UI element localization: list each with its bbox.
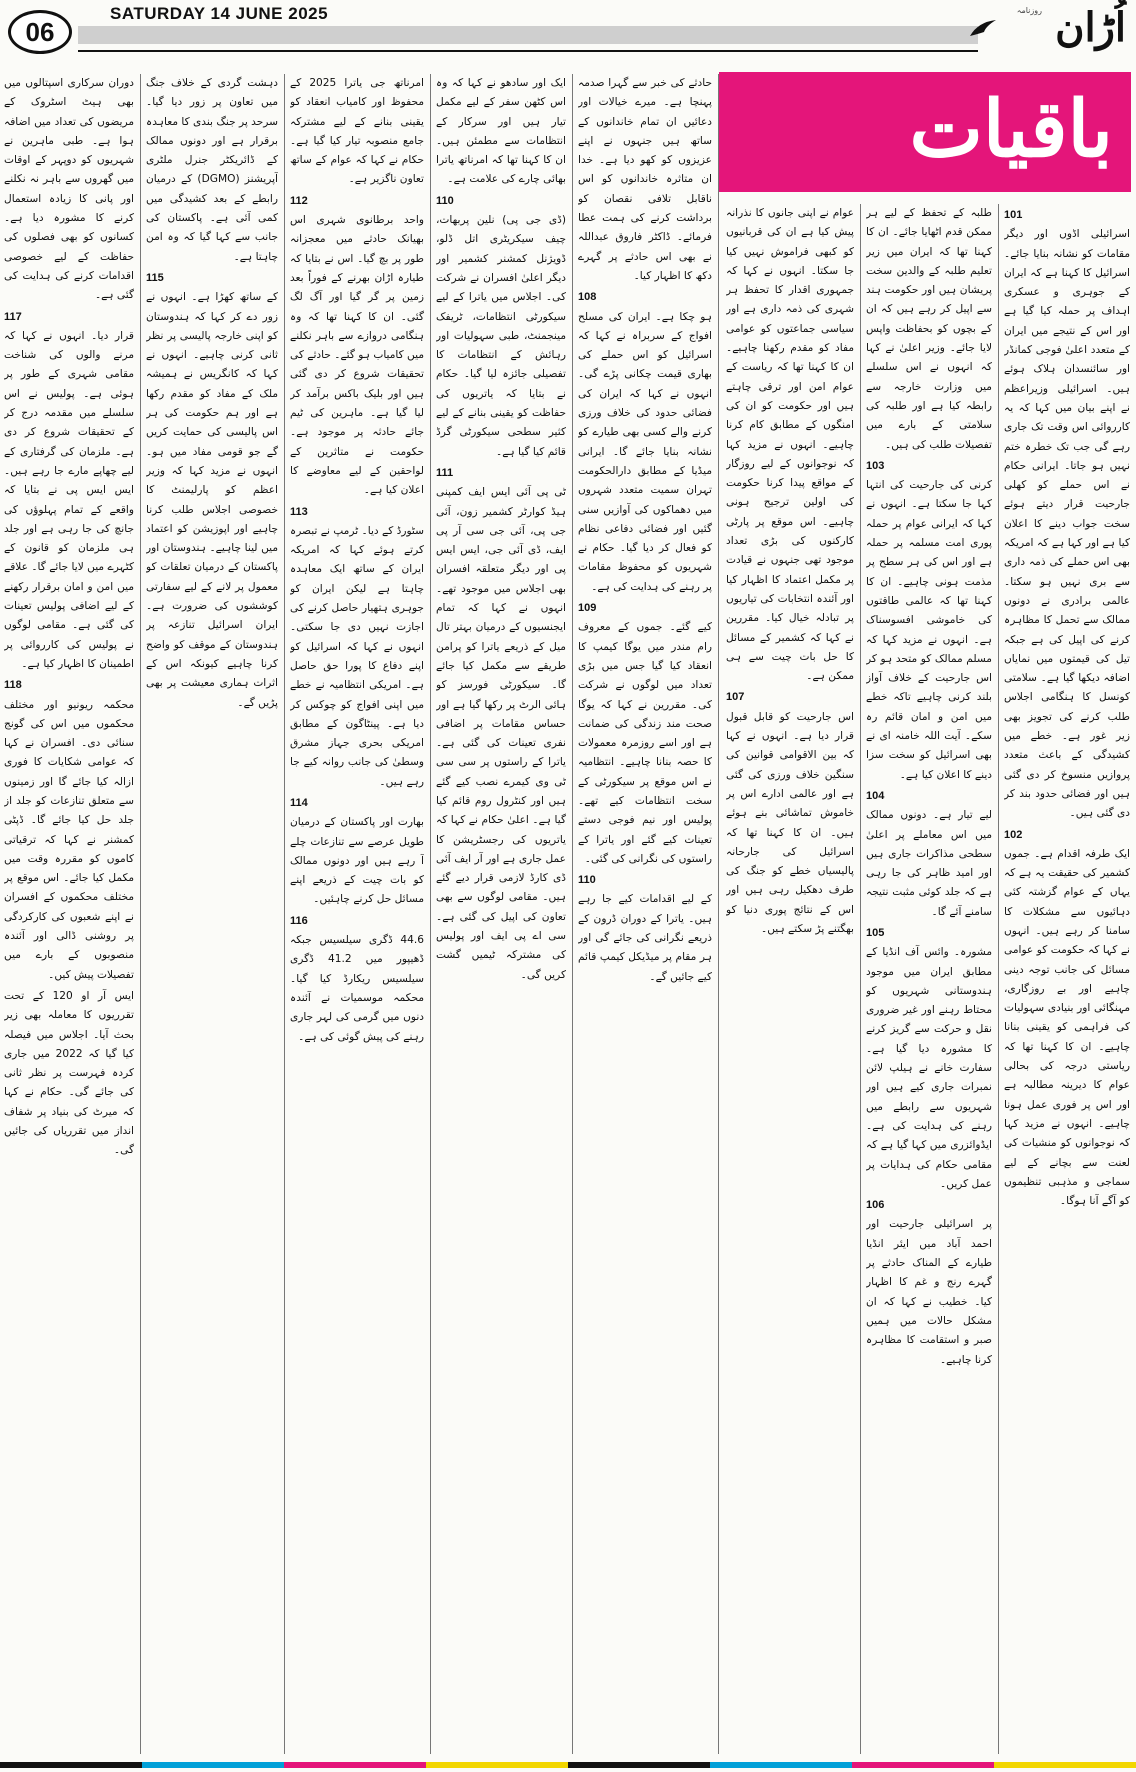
column-8 — [4, 74, 134, 1754]
masthead-subtitle: روزنامہ — [1016, 6, 1042, 15]
news-item — [290, 74, 424, 190]
color-swatch — [710, 1762, 852, 1768]
item-text: لیے تیار ہے۔ دونوں ممالک میں اس معاملے پر اعلیٰ سطحی مذاکرات جاری ہیں اور امید ظاہر کی جا رہی ہے کہ جلد کوئی مثبت نتیجہ سامنے آئے گا۔ — [866, 809, 992, 918]
item-number: 115 — [146, 271, 164, 284]
item-text: کرنی کی جارحیت کی انتہا کہا جا سکتا ہے۔ انہوں نے کہا کہ ایرانی عوام پر حملہ پوری امت مسلمہ پر حملہ ہے اور اس کی ہر سطح پر مذمت ہونی چاہیے۔ ان کا کہنا تھا کہ عالمی طاقتوں کی خاموشی افسوسناک ہے۔ انہوں نے مزید کہا کہ مسلم ممالک کو متحد ہو کر اس جارحیت کے خلاف آواز بلند کرنی چاہیے تاکہ خطے میں امن و امان قائم رہ سکے۔ آیت اللہ خامنہ ای نے بھی اسرائیل کو سخت سزا دینے کا اعلان کیا ہے۔ — [866, 479, 992, 781]
item-text: ہو چکا ہے۔ ایران کی مسلح افواج کے سربراہ نے کہا کہ اسرائیل کو اس حملے کی بھاری قیمت چکانی پڑے گی۔ انہوں نے کہا کہ ایران کی فضائی حدود کی خلاف ورزی کرنے والے کسی بھی طیارے کو نشانہ بنایا جائے گا۔ ایرانی میڈیا کے مطابق دارالحکومت تہران سمیت متعدد شہروں میں دھماکوں کی آوازیں سنی گئیں اور فضائی دفاعی نظام کو فعال کر دیا گیا۔ حکام نے شہریوں کو محفوظ مقامات پر رہنے کی ہدایت کی ہے۔ — [578, 310, 712, 593]
item-text: سٹورڈ کے دیا۔ ٹرمپ نے تبصرہ کرتے ہوئے کہا کہ امریکہ ایران کے ساتھ ایک معاہدہ چاہتا ہے لیکن ایران کو جوہری ہتھیار حاصل کرنے کی اجازت نہیں دی جا سکتی۔ انہوں نے کہا کہ اسرائیل کو اپنے دفاع کا پورا حق حاصل ہے۔ امریکی انتظامیہ نے خطے میں اپنی افواج کو چوکس کر دیا ہے۔ پینٹاگون کے مطابق امریکی بحری جہاز مشرق وسطیٰ کی جانب روانہ کیے جا رہے ہیں۔ — [290, 524, 424, 788]
item-number: 107 — [726, 691, 745, 704]
news-item — [866, 1196, 992, 1370]
item-number: 109 — [578, 602, 597, 615]
item-text: اسرائیلی اڈوں اور دیگر مقامات کو نشانہ بنایا جائے۔ اسرائیل کا کہنا ہے کہ ایران کے جوہری و عسکری اہداف پر حملہ کیا گیا ہے اور اس کے نتیجے میں ایران کے متعدد اعلیٰ فوجی کمانڈر اور سائنسدان ہلاک ہوئے ہیں۔ اسرائیلی وزیراعظم نے اپنے بیان میں کہا کہ یہ کارروائی اس وقت تک جاری رہے گی جب تک خطرہ ختم نہیں ہو جاتا۔ ایرانی حکام نے اس حملے کو کھلی جارحیت قرار دیتے ہوئے سخت جواب دینے کا اعلان کیا ہے اور کہا ہے کہ امریکہ بھی اس حملے کی ذمہ داری سے بری نہیں ہو سکتا۔ عالمی برادری نے دونوں ممالک سے تحمل کا مظاہرہ کرنے کی اپیل کی ہے جبکہ تیل کی قیمتوں میں نمایاں اضافہ دیکھا گیا ہے۔ سلامتی کونسل کا ہنگامی اجلاس طلب کرنے کی تجویز بھی زیر غور ہے۔ خطے میں کشیدگی کے باعث متعدد پروازیں منسوخ کر دی گئی ہیں اور فضائی حدود بند کر دی گئی ہیں۔ — [1004, 228, 1130, 820]
color-swatch — [284, 1762, 426, 1768]
column-5 — [436, 74, 566, 1754]
column-1 — [1004, 204, 1130, 1754]
masthead-title: اُڑان — [1055, 4, 1126, 51]
issue-date: SATURDAY 14 JUNE 2025 — [110, 4, 329, 23]
column-6 — [290, 74, 424, 1754]
item-text: عوام نے اپنی جانوں کا نذرانہ پیش کیا ہے ان کی قربانیوں کو کبھی فراموش نہیں کیا جا سکتا۔ انہوں نے کہا کہ جمہوری اقدار کا تحفظ ہر شہری کی ذمہ داری ہے اور سیاسی جماعتوں کو عوامی مفاد کو مقدم رکھنا چاہیے۔ ان کا کہنا تھا کہ ریاست کے عوام امن اور ترقی چاہتے ہیں اور حکومت کو ان کی امنگوں کے مطابق کام کرنا چاہیے۔ انہوں نے مزید کہا کہ نوجوانوں کے لیے روزگار کے مواقع پیدا کرنا حکومت کی اولین ترجیح ہونی چاہیے۔ اس موقع پر پارٹی کارکنوں کی بڑی تعداد موجود تھی جنہوں نے قیادت پر مکمل اعتماد کا اظہار کیا اور آئندہ انتخابات کی تیاریوں پر تبادلہ خیال کیا۔ مقررین نے کہا کہ کشمیر کے مسائل کا حل بات چیت سے ہی ممکن ہے۔ — [726, 207, 854, 683]
news-item — [866, 204, 992, 455]
color-swatch — [994, 1762, 1136, 1768]
news-item — [726, 688, 854, 939]
column-3 — [726, 204, 854, 1754]
item-text: 44.6 ڈگری سیلسیس جبکہ ڈھیپور میں 41.2 ڈگری سیلسیس ریکارڈ کیا گیا۔ محکمہ موسمیات نے آئندہ دنوں میں گرمی کی لہر جاری رہنے کی پیش گوئی کی ہے۔ — [290, 934, 424, 1043]
color-swatch — [0, 1762, 142, 1768]
item-number: 103 — [866, 459, 885, 472]
item-text: کیے گئے۔ جموں کے معروف رام مندر میں یوگا کیمپ کا انعقاد کیا گیا جس میں بڑی تعداد میں لوگوں نے شرکت کی۔ مقررین نے کہا کہ یوگا صحت مند زندگی کی ضمانت ہے اور اسے روزمرہ معمولات کا حصہ بنانا چاہیے۔ انتظامیہ نے اس موقع پر سیکورٹی کے سخت انتظامات کیے تھے۔ پولیس اور نیم فوجی دستے تعینات کیے گئے اور یاترا کے راستوں کی نگرانی کی گئی۔ — [578, 621, 712, 865]
news-item — [866, 924, 992, 1194]
news-item — [578, 74, 712, 286]
news-item — [290, 794, 424, 910]
item-text: دہشت گردی کے خلاف جنگ میں تعاون پر زور دیا گیا۔ سرحد پر جنگ بندی کا معاہدہ برقرار ہے اور دونوں ممالک کے ڈائریکٹر جنرل ملٹری آپریشنز (DGMO) کے درمیان رابطے کے بعد کشیدگی میں کمی آئی ہے۔ پاکستان کی جانب سے کہا گیا کہ وہ امن چاہتا ہے۔ — [146, 77, 278, 263]
page-number: 06 — [8, 10, 72, 54]
news-item — [726, 204, 854, 686]
item-number: 111 — [436, 466, 454, 479]
item-number: 106 — [866, 1199, 885, 1212]
news-item — [4, 987, 134, 1161]
news-item — [4, 74, 134, 306]
news-item — [1004, 826, 1130, 1212]
item-text: واحد برطانوی شہری اس بھیانک حادثے میں معجزانہ طور پر بچ گیا۔ اس نے بتایا کہ طیارہ اڑان بھرنے کے فوراً بعد زمین پر گر گیا اور آگ لگ گئی۔ ان کا کہنا تھا کہ وہ ہنگامی دروازے سے باہر نکلنے میں کامیاب ہو گئے۔ حادثے کی تحقیقات شروع کر دی گئی ہیں اور بلیک باکس برآمد کر لیا گیا ہے۔ ماہرین کی ٹیم جائے حادثہ پر موجود ہے۔ حکومت نے متاثرین کے لواحقین کے لیے معاوضے کا اعلان کیا ہے۔ — [290, 214, 424, 497]
item-number: 110 — [578, 874, 596, 887]
item-text: ایس آر او 120 کے تحت تقرریوں کا معاملہ بھی زیر بحث آیا۔ اجلاس میں فیصلہ کیا گیا کہ 2022 میں جاری کردہ فہرست پر نظر ثانی کی جائے گی۔ حکام نے کہا کہ میرٹ کی بنیاد پر شفاف انداز میں تقرریاں کی جائیں گی۔ — [4, 989, 134, 1157]
item-number: 114 — [290, 796, 308, 809]
bird-logo-icon — [968, 18, 998, 46]
item-text: بھارت اور پاکستان کے درمیان طویل عرصے سے تنازعات چلے آ رہے ہیں اور دونوں ممالک کو بات چیت کے ذریعے اپنے مسائل حل کرنے چاہئیں۔ — [290, 816, 424, 906]
item-text: امرناتھ جی یاترا 2025 کے محفوظ اور کامیاب انعقاد کو یقینی بنانے کے لیے مشترکہ جامع منصوبہ تیار کیا گیا ہے۔ حکام نے کہا کہ عوام کے ساتھ تعاون ناگزیر ہے۔ — [290, 77, 424, 186]
item-number: 110 — [436, 194, 454, 207]
news-item — [1004, 206, 1130, 824]
item-text: ایک طرفہ اقدام ہے۔ جموں کشمیر کی حقیقت یہ ہے کہ یہاں کے عوام گزشتہ کئی دہائیوں سے مشکلات کا سامنا کر رہے ہیں۔ انہوں نے کہا کہ حکومت کو عوامی مسائل کی جانب توجہ دینی چاہیے اور بے روزگاری، مہنگائی اور بنیادی سہولیات کی فراہمی کو یقینی بنانا چاہیے۔ ان کا کہنا تھا کہ ریاستی درجہ کی بحالی عوام کا دیرینہ مطالبہ ہے اور اس پر فوری عمل ہونا چاہیے۔ انہوں نے مزید کہا کہ نوجوانوں کو منشیات کی لعنت سے بچانے کے لیے سماجی و مذہبی تنظیموں کو آگے آنا ہوگا۔ — [1004, 847, 1130, 1208]
news-item — [4, 676, 134, 985]
item-number: 118 — [4, 679, 22, 692]
item-number: 116 — [290, 914, 308, 927]
print-color-bar — [0, 1758, 1136, 1772]
item-text: ٹی پی آئی ایس ایف کمپنی ہیڈ کوارٹر کشمیر زون، آئی جی پی، آئی جی سی آر پی ایف، ڈی آئی جی، ایس ایس پی اور دیگر متعلقہ افسران بھی اجلاس میں موجود تھے۔ انہوں نے کہا کہ تمام ایجنسیوں کے درمیان بہتر تال میل کے ذریعے یاترا کو پرامن طریقے سے مکمل کیا جائے گا۔ سیکورٹی فورسز کو ہائی الرٹ پر رکھا گیا ہے اور حساس مقامات پر اضافی نفری تعینات کی گئی ہے۔ یاترا کے راستوں پر سی سی ٹی وی کیمرے نصب کیے گئے ہیں اور کنٹرول روم قائم کیا گیا ہے۔ اعلیٰ حکام نے کہا کہ یاتریوں کی رجسٹریشن کا عمل جاری ہے اور آر ایف آئی ڈی کارڈ لازمی قرار دیے گئے ہیں۔ مقامی لوگوں سے بھی تعاون کی اپیل کی گئی ہے۔ سی اے پی ایف اور پولیس کی مشترکہ ٹیمیں گشت کریں گی۔ — [436, 486, 566, 981]
section-banner — [719, 72, 1131, 192]
item-text: (ڈی جی پی) نلین پربھات، چیف سیکریٹری اتل ڈلو، ڈویژنل کمشنر کشمیر اور دیگر اعلیٰ افسران نے شرکت کی۔ اجلاس میں یاترا کے لیے سیکورٹی انتظامات، ٹریفک مینجمنٹ، طبی سہولیات اور رہائش کے انتظامات کا تفصیلی جائزہ لیا گیا۔ حکام نے بتایا کہ یاتریوں کی حفاظت کو یقینی بنانے کے لیے کثیر سطحی سیکورٹی گرڈ قائم کیا گیا ہے۔ — [436, 214, 566, 458]
item-text: پر اسرائیلی جارحیت اور احمد آباد میں ایئر انڈیا طیارے کے المناک حادثے پر گہرے رنج و غم کا اظہار کیا۔ خطیب نے کہا کہ ان مشکل حالات میں ہمیں صبر و استقامت کا مظاہرہ کرنا چاہیے۔ — [866, 1218, 992, 1366]
item-number: 108 — [578, 291, 597, 304]
column-4 — [578, 74, 712, 1754]
item-text: طلبہ کے تحفظ کے لیے ہر ممکن قدم اٹھایا جائے۔ ان کا کہنا تھا کہ ایران میں زیر تعلیم طلبہ کے والدین سخت پریشان ہیں اور حکومت ہند سے اپیل کر رہے ہیں کہ ان کے بچوں کو بحفاظت واپس لایا جائے۔ وزیر اعلیٰ نے کہا کہ انہوں نے اس سلسلے میں وزارت خارجہ سے رابطہ کیا ہے اور طلبہ کی سلامتی کے بارے میں تفصیلات طلب کی ہیں۔ — [866, 207, 992, 451]
item-text: ایک اور سادھو نے کہا کہ وہ اس کٹھن سفر کے لیے مکمل تیار ہیں اور سرکار کے انتظامات سے مطمئن ہیں۔ ان کا کہنا تھا کہ امرناتھ یاترا بھائی چارے کی علامت ہے۔ — [436, 77, 566, 186]
item-text: قرار دیا۔ انہوں نے کہا کہ مرنے والوں کی شناخت مقامی شہری کے طور پر ہوئی ہے۔ پولیس نے اس سلسلے میں مقدمہ درج کر کے تحقیقات شروع کر دی ہے۔ ملزمان کی گرفتاری کے لیے چھاپے مارے جا رہے ہیں۔ ایس ایس پی نے بتایا کہ واقعے کے تمام پہلوؤں کی جانچ کی جا رہی ہے اور جلد ہی ملزمان کو قانون کے کٹہرے میں لایا جائے گا۔ علاقے میں امن و امان برقرار رکھنے کے لیے اضافی پولیس تعینات کی گئی ہے۔ مقامی لوگوں نے پولیس کی کارروائی پر اطمینان کا اظہار کیا ہے۔ — [4, 329, 134, 670]
item-number: 104 — [866, 789, 885, 802]
news-item — [290, 912, 424, 1047]
color-swatch — [142, 1762, 284, 1768]
news-item — [578, 288, 712, 597]
news-item — [436, 74, 566, 190]
item-number: 112 — [290, 194, 308, 207]
item-number: 101 — [1004, 209, 1023, 221]
news-item — [436, 464, 566, 985]
column-7 — [146, 74, 278, 1754]
column-divider — [998, 204, 999, 1754]
color-swatch — [852, 1762, 994, 1768]
news-item — [146, 74, 278, 267]
column-divider — [718, 74, 719, 1754]
column-divider — [284, 74, 285, 1754]
color-swatch — [426, 1762, 568, 1768]
date-bar — [78, 26, 978, 44]
item-text: حادثے کی خبر سے گہرا صدمہ پہنچا ہے۔ میرے خیالات اور دعائیں ان تمام خاندانوں کے ساتھ ہیں جنہوں نے اپنے عزیزوں کو کھو دیا ہے۔ خدا ان متاثرہ خاندانوں کو اس ناقابل تلافی نقصان کو برداشت کرنے کی ہمت عطا فرمائے۔ ڈاکٹر فاروق عبداللہ نے بھی اس حادثے پر گہرے دکھ کا اظہار کیا۔ — [578, 77, 712, 282]
item-text: کے لیے اقدامات کیے جا رہے ہیں۔ یاترا کے دوران ڈرون کے ذریعے نگرانی کی جائے گی اور ہر مقام پر میڈیکل کیمپ قائم کیے جائیں گے۔ — [578, 893, 712, 983]
item-number: 102 — [1004, 828, 1023, 841]
news-item — [4, 308, 134, 675]
news-item — [578, 871, 712, 987]
news-item — [866, 457, 992, 785]
header-rule — [78, 50, 978, 52]
item-number: 113 — [290, 505, 308, 518]
column-divider — [140, 74, 141, 1754]
news-item — [146, 269, 278, 713]
item-number: 117 — [4, 310, 22, 323]
color-swatch — [568, 1762, 710, 1768]
item-number: 105 — [866, 926, 885, 939]
column-divider — [860, 204, 861, 1754]
news-item — [290, 192, 424, 501]
section-title: باقیات — [909, 84, 1113, 175]
news-item — [436, 192, 566, 462]
item-text: کے ساتھ کھڑا ہے۔ انہوں نے زور دے کر کہا کہ ہندوستان کو اپنی خارجہ پالیسی پر نظر ثانی کرنی چاہیے۔ انہوں نے کہا کہ کانگریس نے ہمیشہ ملک کے مفاد کو مقدم رکھا ہے اور ہم حکومت کی ہر اس پالیسی کی حمایت کریں گے جو قومی مفاد میں ہو۔ انہوں نے مزید کہا کہ وزیر اعظم کو پارلیمنٹ کا خصوصی اجلاس طلب کرنا چاہیے اور اپوزیشن کو اعتماد میں لینا چاہیے۔ ہندوستان اور پاکستان کے درمیان تعلقات کو معمول پر لانے کے لیے سفارتی کوششوں کی ضرورت ہے۔ ایران اسرائیل تنازعہ پر ہندوستان کے موقف کو واضح کرنا چاہیے کیونکہ اس کے اثرات ہماری معیشت پر بھی پڑیں گے۔ — [146, 291, 278, 709]
page-header — [0, 0, 1136, 60]
masthead — [976, 4, 1126, 58]
news-item — [578, 599, 712, 869]
column-2 — [866, 204, 992, 1754]
column-divider — [572, 74, 573, 1754]
news-item — [866, 787, 992, 922]
page-content — [0, 64, 1136, 1754]
item-text: دوران سرکاری اسپتالوں میں بھی ہیٹ اسٹروک کے مریضوں کی تعداد میں اضافہ ہوا ہے۔ طبی ماہرین نے شہریوں کو دوپہر کے اوقات میں گھروں سے باہر نہ نکلنے اور پانی کا زیادہ استعمال کرنے کا مشورہ دیا ہے۔ کسانوں کو بھی فصلوں کی حفاظت کے لیے خصوصی اقدامات کرنے کی ہدایت کی گئی ہے۔ — [4, 77, 134, 302]
news-item — [290, 503, 424, 792]
item-text: محکمہ ریونیو اور مختلف محکموں میں اس کی گونج سنائی دی۔ افسران نے کہا کہ عوامی شکایات کا فوری ازالہ کیا جائے گا اور زمینوں سے متعلق تنازعات کو جلد از جلد حل کیا جائے گا۔ ڈپٹی کمشنر نے کہا کہ ترقیاتی کاموں کو مقررہ وقت میں مکمل کیا جائے۔ اس موقع پر مختلف محکموں کے افسران نے اپنے شعبوں کی کارکردگی پر روشنی ڈالی اور آئندہ منصوبوں کے بارے میں تفصیلات پیش کیں۔ — [4, 698, 134, 981]
column-divider — [430, 74, 431, 1754]
item-text: مشورہ۔ وائس آف انڈیا کے مطابق ایران میں موجود ہندوستانی شہریوں کو محتاط رہنے اور غیر ضروری نقل و حرکت سے گریز کرنے کا مشورہ دیا گیا ہے۔ سفارت خانے نے ہیلپ لائن نمبرات جاری کیے ہیں اور شہریوں سے رابطے میں رہنے کی ہدایت کی ہے۔ ایڈوائزری میں کہا گیا ہے کہ مقامی حکام کی ہدایات پر عمل کریں۔ — [866, 946, 992, 1190]
item-text: اس جارحیت کو قابل قبول قرار دیا ہے۔ انہوں نے کہا کہ بین الاقوامی قوانین کی سنگین خلاف ورزی کی گئی ہے اور عالمی ادارے اس پر خاموش تماشائی بنے ہوئے ہیں۔ ان کا کہنا تھا کہ اسرائیل کی جارحانہ پالیسیاں خطے کو جنگ کی طرف دھکیل رہی ہیں اور اس کے نتائج پوری دنیا کو بھگتنے پڑ سکتے ہیں۔ — [726, 710, 854, 935]
